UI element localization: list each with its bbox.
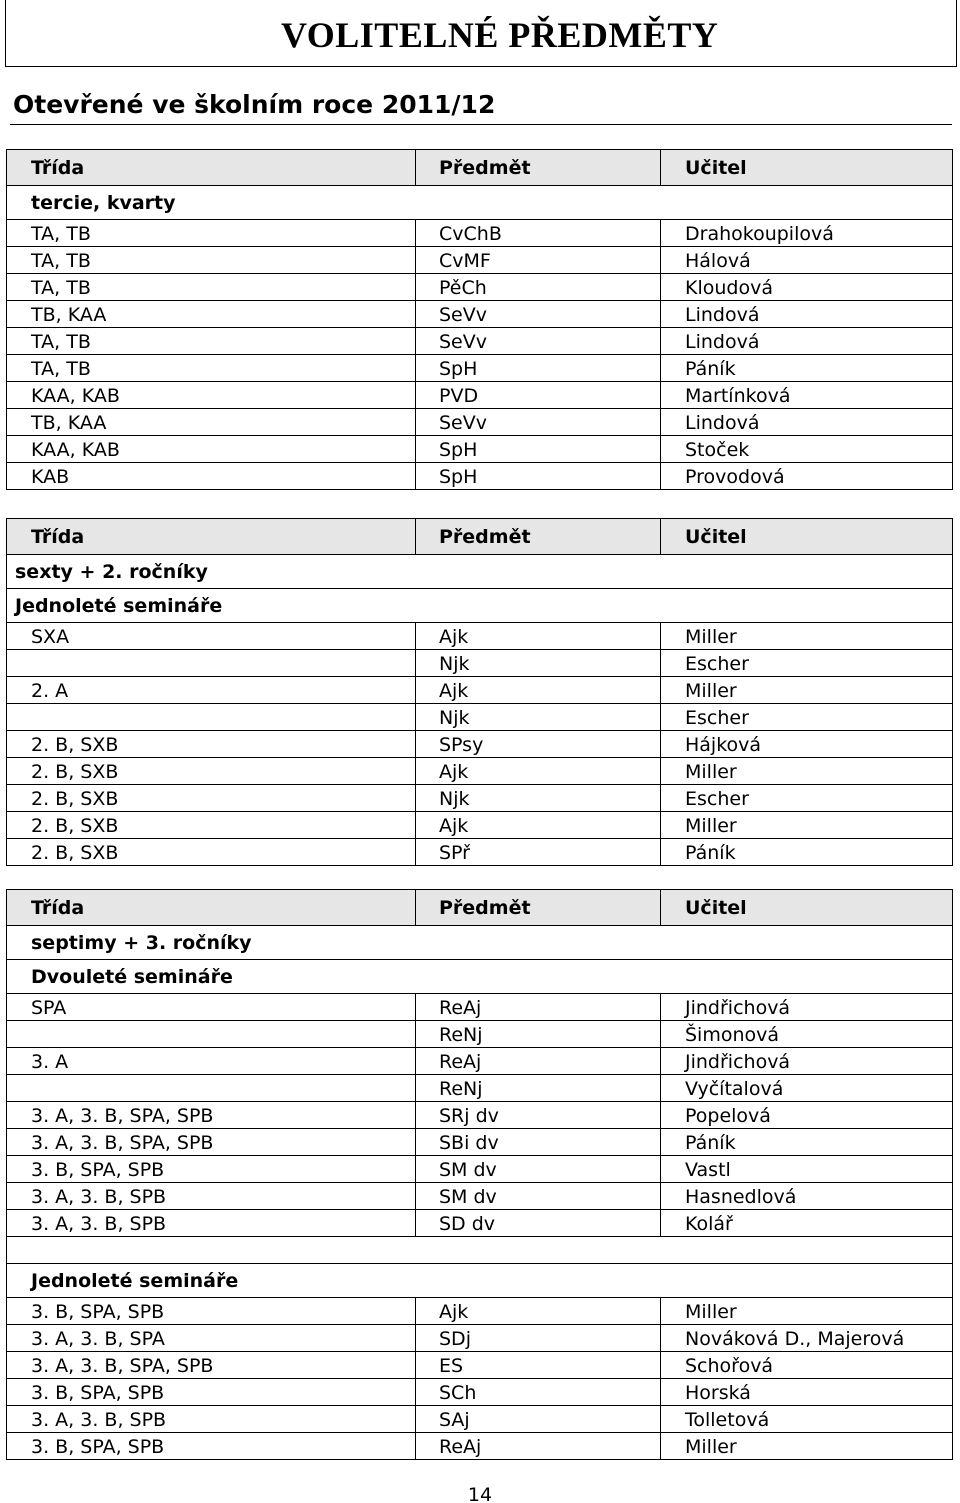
cell-class: 2. B, SXB [7,785,416,812]
cell-teacher: Kloudová [661,274,953,301]
cell-teacher: Miller [661,1298,953,1325]
cell-teacher: Jindřichová [661,1048,953,1075]
cell-subject: SDj [416,1325,661,1352]
cell-teacher: Šimonová [661,1021,953,1048]
cell-subject: CvMF [416,247,661,274]
cell-subject: ReAj [416,1433,661,1460]
table-row [7,1075,953,1102]
header-class: Třída [7,890,416,926]
table-row [7,1210,953,1237]
cell-class: TA, TB [7,355,416,382]
cell-subject: Ajk [416,758,661,785]
cell-class [7,1075,416,1102]
cell-subject: ES [416,1352,661,1379]
blank-cell [7,1237,953,1264]
cell-teacher: Vastl [661,1156,953,1183]
cell-subject: ReNj [416,1021,661,1048]
header-subject: Předmět [416,890,661,926]
cell-teacher: Hájková [661,731,953,758]
cell-class: 3. A, 3. B, SPB [7,1183,416,1210]
cell-teacher: Lindová [661,409,953,436]
cell-subject: PVD [416,382,661,409]
cell-class: TA, TB [7,328,416,355]
table-tercie-kvarty [6,149,953,490]
cell-class: 3. A, 3. B, SPA [7,1325,416,1352]
cell-teacher: Horská [661,1379,953,1406]
table-row [7,1183,953,1210]
header-class: Třída [7,519,416,555]
group-label: sexty + 2. ročníky [7,555,953,589]
header-teacher: Učitel [661,890,953,926]
table-row [7,1156,953,1183]
cell-subject: Ajk [416,1298,661,1325]
header-class: Třída [7,150,416,186]
cell-teacher: Páník [661,1129,953,1156]
cell-subject: SBi dv [416,1129,661,1156]
cell-teacher: Tolletová [661,1406,953,1433]
cell-teacher: Escher [661,704,953,731]
table-header-row [7,890,953,926]
header-subject: Předmět [416,150,661,186]
cell-class [7,704,416,731]
table-row [7,409,953,436]
table-septimy [6,889,953,1460]
cell-teacher: Hasnedlová [661,1183,953,1210]
cell-teacher: Lindová [661,328,953,355]
cell-subject: Njk [416,650,661,677]
subgroup-label: Jednoleté semináře [7,1264,953,1298]
group-label: septimy + 3. ročníky [7,926,953,960]
cell-subject: ReAj [416,994,661,1021]
table-row [7,785,953,812]
subgroup-row [7,1264,953,1298]
cell-subject: SRj dv [416,1102,661,1129]
cell-subject: SPř [416,839,661,866]
cell-class: TA, TB [7,247,416,274]
cell-subject: PěCh [416,274,661,301]
table-row [7,812,953,839]
cell-teacher: Miller [661,623,953,650]
subgroup-row [7,960,953,994]
cell-teacher: Páník [661,355,953,382]
cell-subject: Ajk [416,623,661,650]
cell-teacher: Miller [661,758,953,785]
page-number: 14 [467,1484,493,1503]
cell-teacher: Stoček [661,436,953,463]
group-label: tercie, kvarty [7,186,953,220]
subgroup-label: Jednoleté semináře [7,589,953,623]
table-row [7,623,953,650]
subgroup-row [7,589,953,623]
cell-subject: SD dv [416,1210,661,1237]
cell-subject: CvChB [416,220,661,247]
page-title: VOLITELNÉ PŘEDMĚTY [281,15,719,55]
header-teacher: Učitel [661,519,953,555]
table-row [7,839,953,866]
cell-class: KAB [7,463,416,490]
table-row [7,731,953,758]
cell-teacher: Drahokoupilová [661,220,953,247]
group-row [7,555,953,589]
group-row [7,186,953,220]
cell-subject: SeVv [416,301,661,328]
table-row [7,1379,953,1406]
table-row [7,1021,953,1048]
cell-class: 3. B, SPA, SPB [7,1433,416,1460]
cell-class: TB, KAA [7,409,416,436]
cell-teacher: Miller [661,1433,953,1460]
cell-teacher: Kolář [661,1210,953,1237]
cell-subject: SPsy [416,731,661,758]
cell-class: KAA, KAB [7,382,416,409]
table-row [7,1325,953,1352]
cell-teacher: Hálová [661,247,953,274]
cell-class: 2. B, SXB [7,731,416,758]
table-sexty [6,518,953,866]
cell-class: 2. B, SXB [7,839,416,866]
header-subject: Předmět [416,519,661,555]
table-row [7,1298,953,1325]
table-row [7,355,953,382]
cell-teacher: Miller [661,677,953,704]
cell-class: 3. A, 3. B, SPA, SPB [7,1352,416,1379]
cell-subject: SM dv [416,1156,661,1183]
cell-teacher: Provodová [661,463,953,490]
page-subtitle: Otevřené ve školním roce 2011/12 [13,90,496,119]
table-row [7,301,953,328]
cell-teacher: Miller [661,812,953,839]
cell-subject: Ajk [416,677,661,704]
table-row [7,220,953,247]
subtitle-rule [10,124,952,125]
table-header-row [7,519,953,555]
table-row [7,274,953,301]
cell-teacher: Martínková [661,382,953,409]
cell-class: 3. B, SPA, SPB [7,1298,416,1325]
cell-class: 3. B, SPA, SPB [7,1156,416,1183]
cell-class: 3. A, 3. B, SPB [7,1210,416,1237]
subgroup-label: Dvouleté semináře [7,960,953,994]
cell-class: SXA [7,623,416,650]
table-header-row [7,150,953,186]
cell-subject: Ajk [416,812,661,839]
table-row [7,436,953,463]
cell-class [7,1021,416,1048]
cell-subject: SM dv [416,1183,661,1210]
table-row [7,650,953,677]
cell-class: 3. A, 3. B, SPB [7,1406,416,1433]
cell-subject: Njk [416,704,661,731]
table-row [7,247,953,274]
cell-class: 2. B, SXB [7,812,416,839]
cell-class: 3. A, 3. B, SPA, SPB [7,1129,416,1156]
table-row [7,1406,953,1433]
cell-subject: ReNj [416,1075,661,1102]
cell-class: 2. B, SXB [7,758,416,785]
table-row [7,994,953,1021]
table-row [7,1352,953,1379]
cell-teacher: Páník [661,839,953,866]
cell-class: 3. B, SPA, SPB [7,1379,416,1406]
cell-class [7,650,416,677]
cell-class: 3. A, 3. B, SPA, SPB [7,1102,416,1129]
cell-class: 3. A [7,1048,416,1075]
cell-class: TB, KAA [7,301,416,328]
cell-class: 2. A [7,677,416,704]
cell-subject: ReAj [416,1048,661,1075]
cell-subject: SpH [416,436,661,463]
table-row [7,1048,953,1075]
cell-subject: Njk [416,785,661,812]
header-teacher: Učitel [661,150,953,186]
table-row [7,1129,953,1156]
table-row [7,1433,953,1460]
table-row [7,677,953,704]
table-row [7,1102,953,1129]
table-row [7,463,953,490]
cell-teacher: Jindřichová [661,994,953,1021]
cell-subject: SpH [416,463,661,490]
cell-subject: SeVv [416,328,661,355]
cell-class: SPA [7,994,416,1021]
cell-class: TA, TB [7,220,416,247]
cell-teacher: Escher [661,785,953,812]
cell-subject: SeVv [416,409,661,436]
cell-teacher: Nováková D., Majerová [661,1325,953,1352]
cell-teacher: Escher [661,650,953,677]
cell-teacher: Popelová [661,1102,953,1129]
table-row [7,704,953,731]
table-row [7,382,953,409]
table-row [7,758,953,785]
cell-teacher: Lindová [661,301,953,328]
table-row [7,328,953,355]
cell-subject: SCh [416,1379,661,1406]
group-row [7,926,953,960]
cell-class: TA, TB [7,274,416,301]
cell-teacher: Vyčítalová [661,1075,953,1102]
cell-teacher: Schořová [661,1352,953,1379]
blank-row [7,1237,953,1264]
cell-subject: SpH [416,355,661,382]
cell-class: KAA, KAB [7,436,416,463]
cell-subject: SAj [416,1406,661,1433]
title-box [5,0,957,67]
